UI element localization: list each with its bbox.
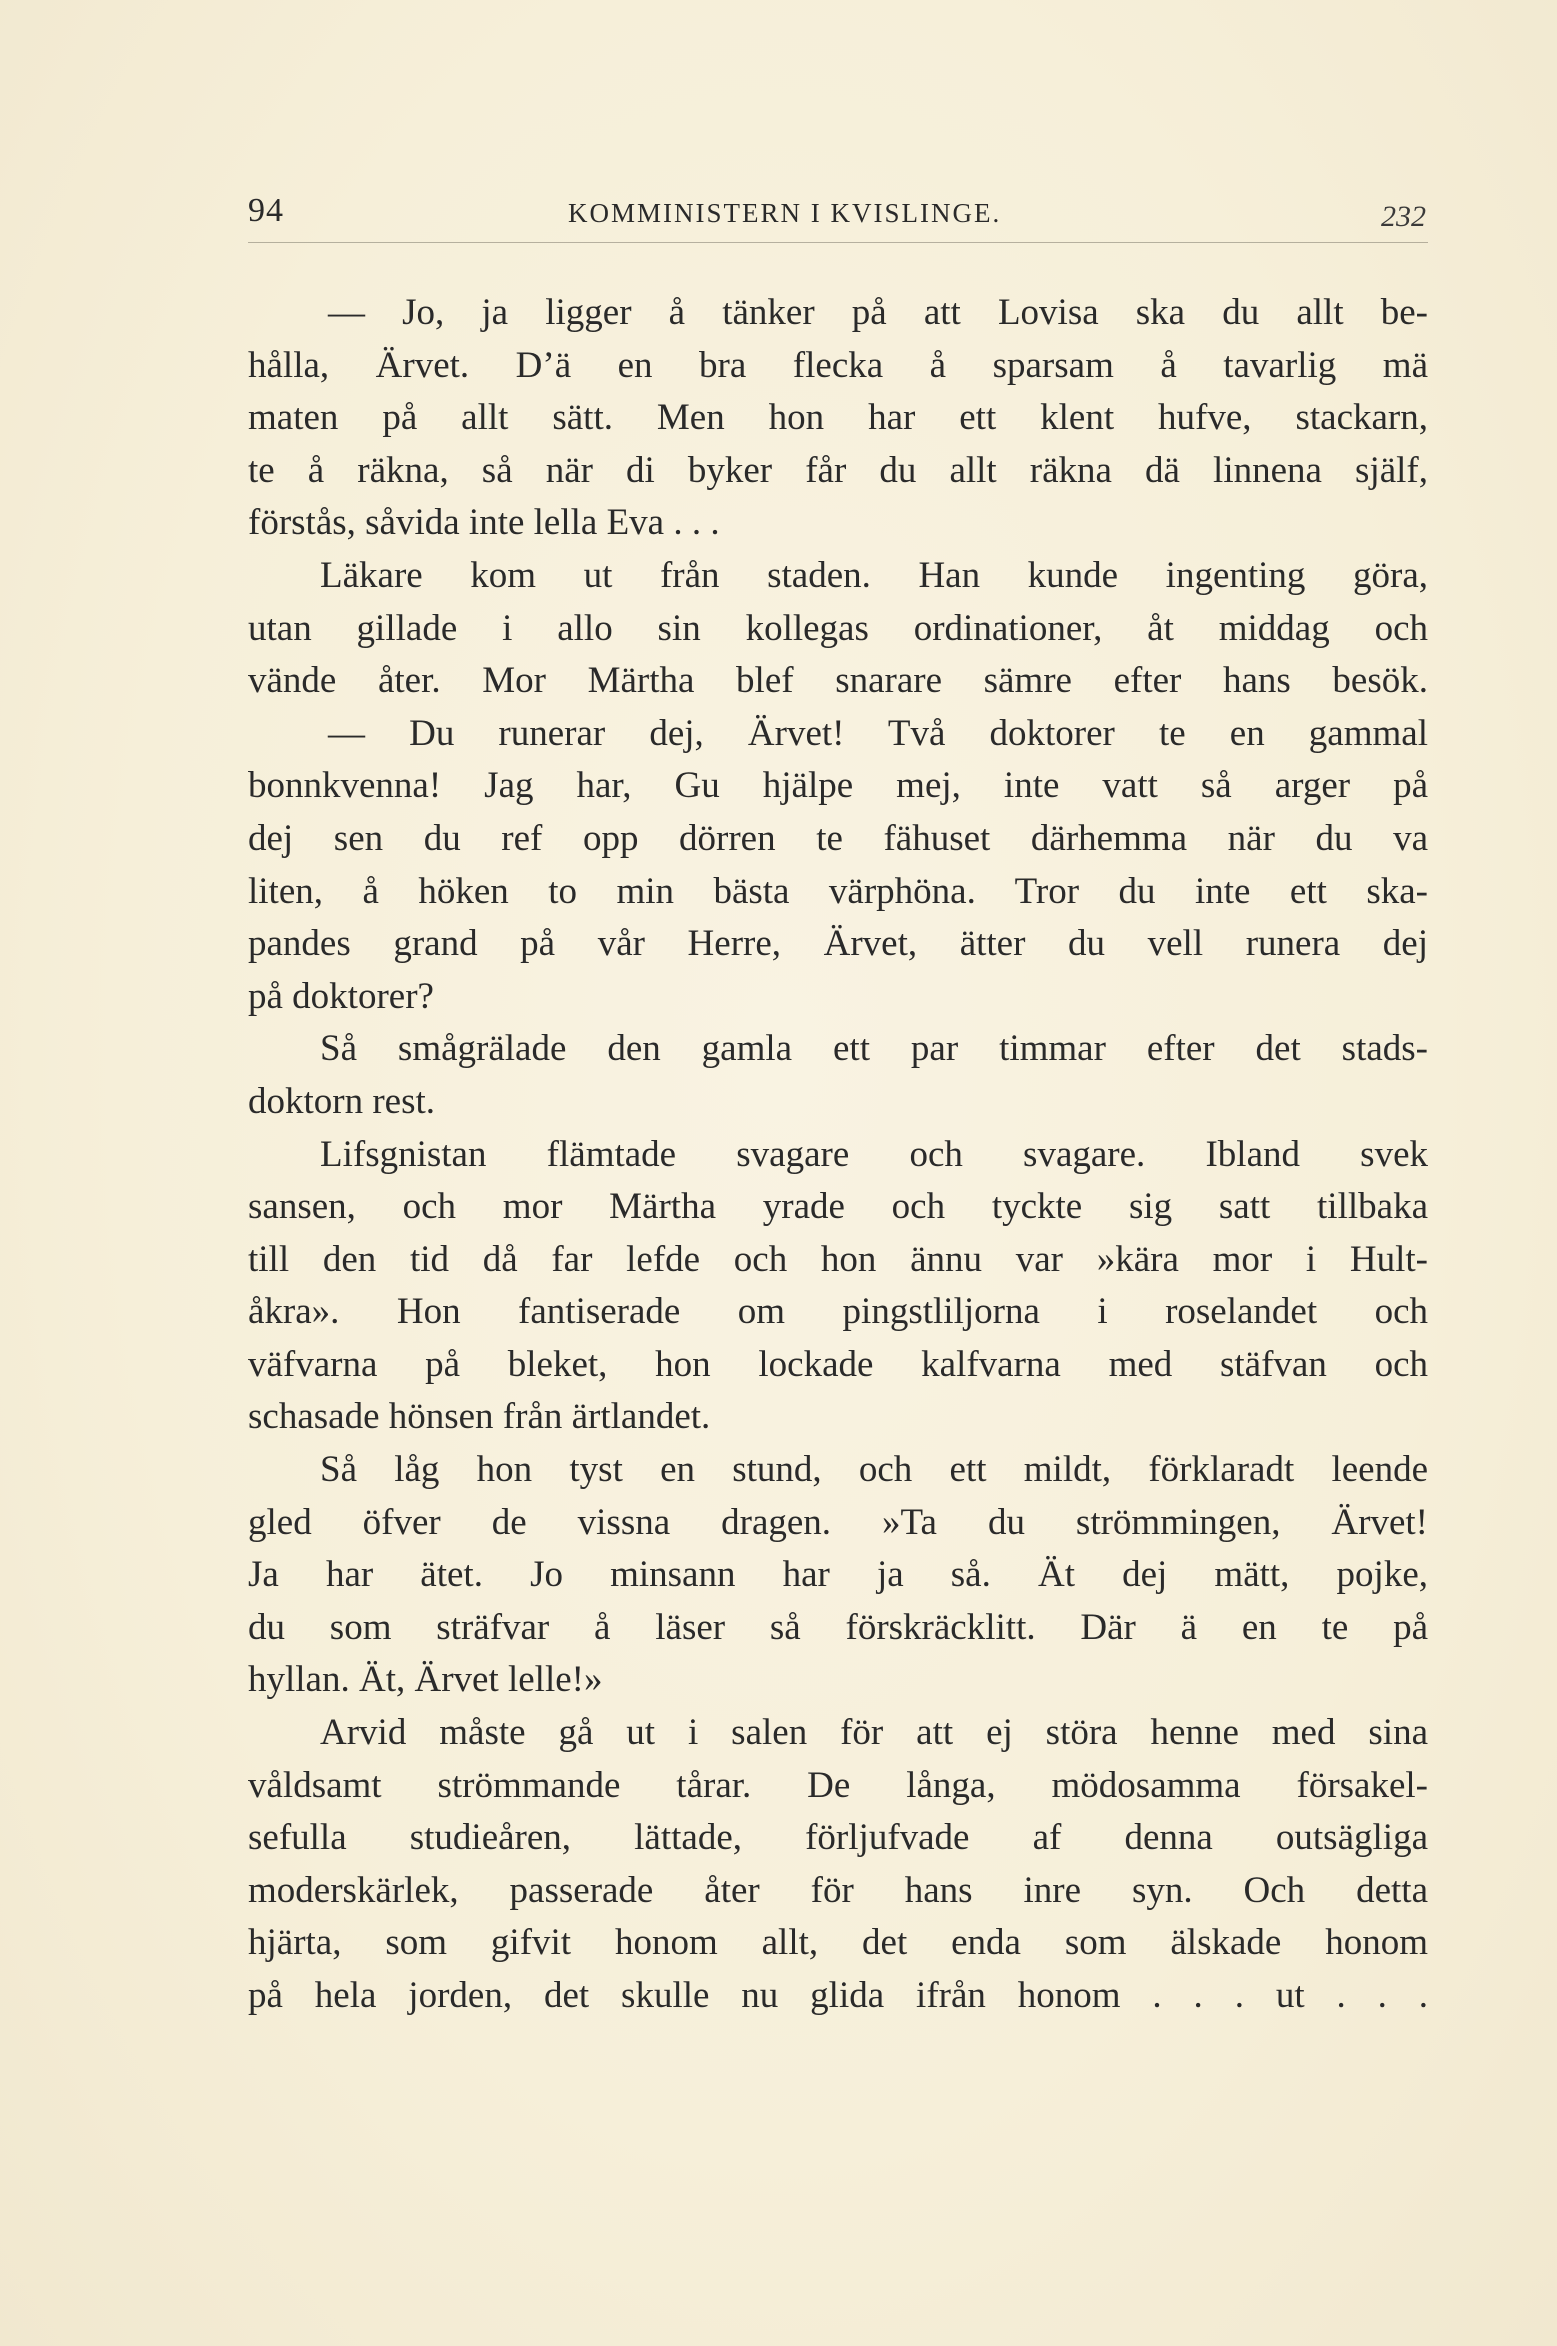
- text-line: åkra». Hon fantiserade om pingstliljorna i roselandet och: [248, 1291, 1428, 1333]
- text-line: Arvid måste gå ut i salen för att ej störa henne med sina: [320, 1712, 1428, 1754]
- page-header: [248, 192, 1438, 242]
- text-line: vände åter. Mor Märtha blef snarare sämre efter hans besök.: [248, 660, 1428, 702]
- text-line: sefulla studieåren, lättade, förljufvade af denna outsägliga: [248, 1817, 1428, 1859]
- text-line: du som sträfvar å läser så förskräcklitt. Där ä en te på: [248, 1606, 1428, 1648]
- header-rule: [248, 242, 1428, 243]
- text-line: te å räkna, så när di byker får du allt räkna dä linnena själf,: [248, 449, 1428, 491]
- text-line: Läkare kom ut från staden. Han kunde ingenting göra,: [320, 554, 1428, 596]
- body-text: [248, 287, 1428, 2023]
- text-line: på hela jorden, det skulle nu glida ifrån honom . . . ut . . .: [248, 1975, 1428, 2016]
- text-line: moderskärlek, passerade åter för hans inre syn. Och detta: [248, 1869, 1428, 1911]
- text-line: Så smågrälade den gamla ett par timmar efter det stads-: [320, 1028, 1428, 1070]
- text-line: Lifsgnistan flämtade svagare och svagare. Ibland svek: [320, 1133, 1428, 1175]
- text-line: — Jo, ja ligger å tänker på att Lovisa ska du allt be-: [328, 292, 1428, 333]
- text-line: hålla, Ärvet. D’ä en bra flecka å sparsam å tavarlig mä: [248, 344, 1428, 386]
- text-line: liten, å höken to min bästa värphöna. Tror du inte ett ska-: [248, 870, 1428, 912]
- text-line: utan gillade i allo sin kollegas ordinationer, åt middag och: [248, 607, 1428, 649]
- text-line: — Du runerar dej, Ärvet! Två doktorer te en gammal: [328, 712, 1428, 754]
- text-line: gled öfver de vissna dragen. »Ta du strömmingen, Ärvet!: [248, 1501, 1428, 1543]
- running-title: KOMMINISTERN I KVISLINGE.: [568, 198, 1002, 228]
- text-line: sansen, och mor Märtha yrade och tyckte sig satt tillbaka: [248, 1186, 1428, 1228]
- text-line: maten på allt sätt. Men hon har ett klent hufve, stackarn,: [248, 397, 1428, 439]
- text-line: hyllan. Ät, Ärvet lelle!»: [248, 1659, 603, 1701]
- text-line: våldsamt strömmande tårar. De långa, mödosamma försakel-: [248, 1764, 1428, 1806]
- text-line: schasade hönsen från ärtlandet.: [248, 1396, 711, 1438]
- text-line: pandes grand på vår Herre, Ärvet, ätter du vell runera dej: [248, 923, 1428, 965]
- page-number: 94: [248, 192, 284, 229]
- text-line: dej sen du ref opp dörren te fähuset därhemma när du va: [248, 817, 1428, 859]
- text-line: Så låg hon tyst en stund, och ett mildt, förklaradt leende: [320, 1449, 1428, 1491]
- text-line: Ja har ätet. Jo minsann har ja så. Ät dej mätt, pojke,: [248, 1554, 1428, 1596]
- text-line: förstås, såvida inte lella Eva . . .: [248, 502, 720, 544]
- text-line: bonnkvenna! Jag har, Gu hjälpe mej, inte vatt så arger på: [248, 765, 1428, 807]
- text-line: doktorn rest.: [248, 1080, 436, 1122]
- text-line: hjärta, som gifvit honom allt, det enda som älskade honom: [248, 1922, 1428, 1964]
- text-line: på doktorer?: [248, 975, 434, 1017]
- text-line: till den tid då far lefde och hon ännu var »kära mor i Hult-: [248, 1238, 1428, 1280]
- text-line: väfvarna på bleket, hon lockade kalfvarna med stäfvan och: [248, 1343, 1428, 1385]
- archive-number: 232: [1381, 200, 1426, 233]
